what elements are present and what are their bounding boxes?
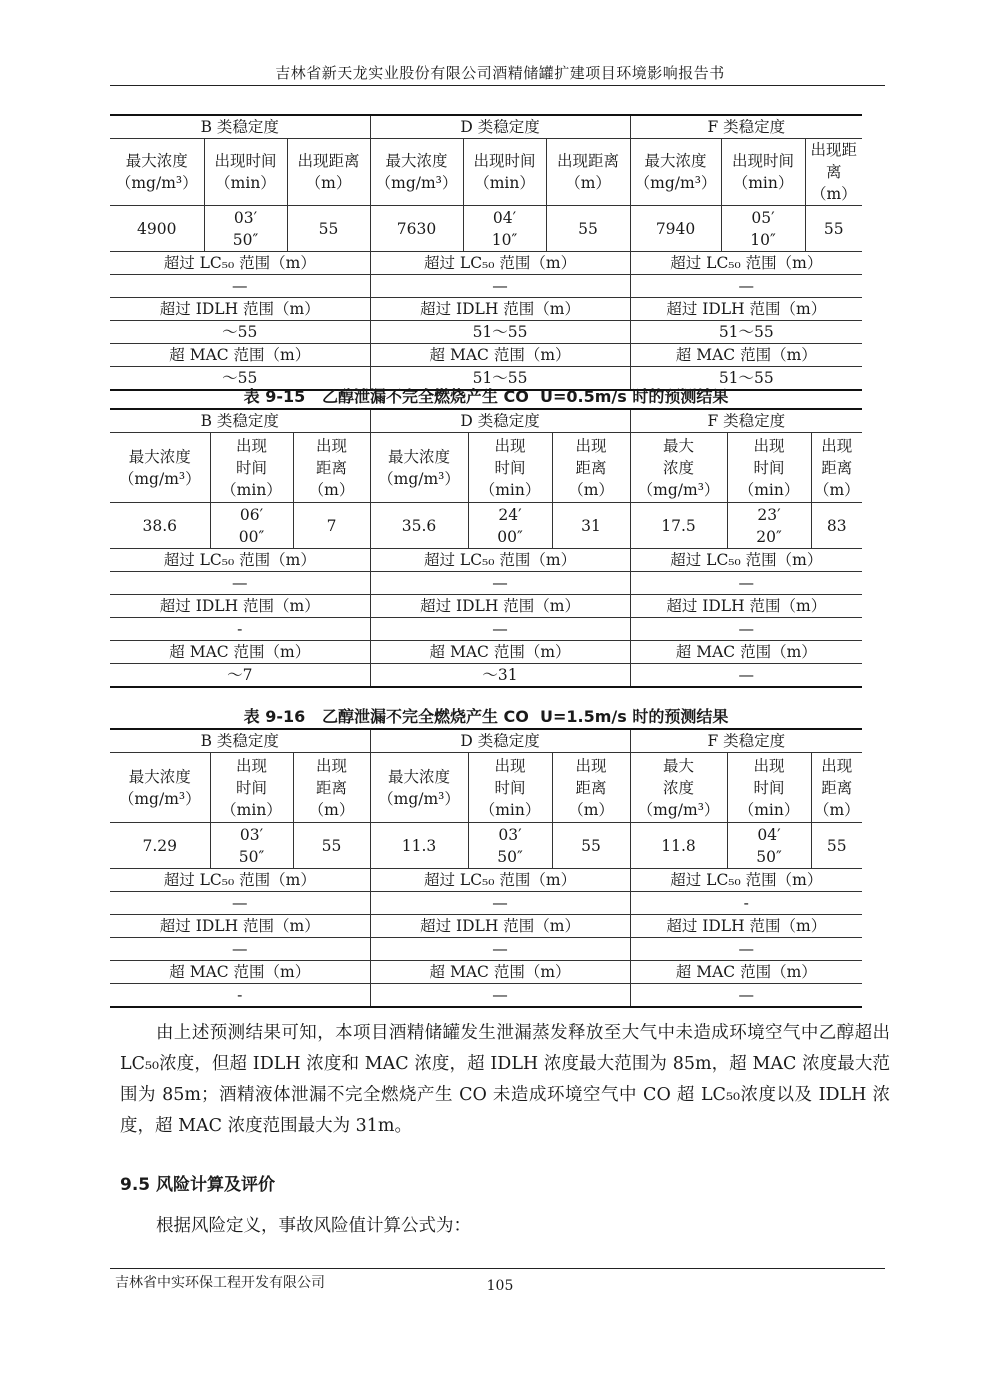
col-header: 出现距离 （m） (546, 139, 630, 206)
col-header: 出现 时间 （min） (727, 753, 811, 823)
table-cell: 04′ 50″ (727, 823, 811, 869)
group-header-b: B 类稳定度 (110, 409, 370, 433)
lc-value: — (110, 572, 370, 595)
idlh-value: — (370, 938, 630, 961)
table-cell: 24′ 00″ (468, 503, 552, 549)
col-header: 出现 时间 （min） (210, 433, 293, 503)
lc-value: - (630, 892, 862, 915)
col-header: 最大 浓度 （mg/m³） (630, 433, 727, 503)
document-header-title: 吉林省新天龙实业股份有限公司酒精储罐扩建项目环境影响报告书 (275, 64, 725, 82)
col-header: 出现距离 （m） (287, 139, 370, 206)
col-header: 出现 距离 （m） (811, 753, 862, 823)
table-cell: 31 (552, 503, 630, 549)
mac-value: - (110, 984, 370, 1008)
idlh-label: 超过 IDLH 范围（m） (370, 595, 630, 618)
lc-label: 超过 LC₅₀ 范围（m） (110, 252, 370, 275)
table-cell: 38.6 (110, 503, 210, 549)
idlh-value: ～55 (110, 321, 370, 344)
lc-value: — (370, 572, 630, 595)
mac-label: 超 MAC 范围（m） (370, 961, 630, 984)
col-header: 出现 时间 （min） (468, 753, 552, 823)
group-header-d: D 类稳定度 (370, 409, 630, 433)
mac-value: 51～55 (370, 367, 630, 391)
group-header-f: F 类稳定度 (630, 729, 862, 753)
col-header: 出现 距离 （m） (552, 753, 630, 823)
mac-value: ～31 (370, 664, 630, 688)
idlh-label: 超过 IDLH 范围（m） (110, 298, 370, 321)
formula-intro-paragraph: 根据风险定义，事故风险值计算公式为： (156, 1216, 471, 1236)
mac-label: 超 MAC 范围（m） (630, 344, 862, 367)
table-cell: 23′ 20″ (727, 503, 811, 549)
mac-label: 超 MAC 范围（m） (370, 641, 630, 664)
lc-label: 超过 LC₅₀ 范围（m） (370, 549, 630, 572)
footer-company: 吉林省中实环保工程开发有限公司 (115, 1275, 325, 1291)
table-cell: 55 (293, 823, 370, 869)
col-header: 最大 浓度 （mg/m³） (630, 753, 727, 823)
results-table-9-16 (110, 728, 862, 1008)
idlh-label: 超过 IDLH 范围（m） (630, 595, 862, 618)
col-header: 出现 时间 （min） (468, 433, 552, 503)
col-header: 出现时间 （min） (204, 139, 287, 206)
idlh-value: 51～55 (630, 321, 862, 344)
group-header-d: D 类稳定度 (370, 729, 630, 753)
col-header: 出现距离 （m） (805, 139, 862, 206)
col-header: 最大浓度 （mg/m³） (630, 139, 721, 206)
lc-label: 超过 LC₅₀ 范围（m） (370, 252, 630, 275)
table-cell: 55 (805, 206, 862, 252)
table-cell: 06′ 00″ (210, 503, 293, 549)
table-cell: 03′ 50″ (204, 206, 287, 252)
col-header: 最大浓度 （mg/m³） (370, 433, 468, 503)
idlh-value: - (110, 618, 370, 641)
table-caption-9-16: 表 9-16 乙醇泄漏不完全燃烧产生 CO U=1.5m/s 时的预测结果 (243, 707, 729, 726)
lc-value: — (370, 892, 630, 915)
table-cell: 55 (552, 823, 630, 869)
col-header: 最大浓度 （mg/m³） (110, 433, 210, 503)
mac-value: ～55 (110, 367, 370, 391)
mac-value: 51～55 (630, 367, 862, 391)
idlh-label: 超过 IDLH 范围（m） (630, 915, 862, 938)
mac-label: 超 MAC 范围（m） (110, 961, 370, 984)
table-cell: 55 (287, 206, 370, 252)
table-cell: 7630 (370, 206, 463, 252)
lc-value: — (630, 572, 862, 595)
group-header-b: B 类稳定度 (110, 115, 370, 139)
table-caption-9-15: 表 9-15 乙醇泄漏不完全燃烧产生 CO U=0.5m/s 时的预测结果 (243, 387, 729, 406)
col-header: 出现 距离 （m） (811, 433, 862, 503)
table-cell: 83 (811, 503, 862, 549)
page-number: 105 (486, 1278, 514, 1294)
idlh-label: 超过 IDLH 范围（m） (370, 298, 630, 321)
lc-label: 超过 LC₅₀ 范围（m） (110, 549, 370, 572)
lc-value: — (110, 275, 370, 298)
table-cell: 03′ 50″ (468, 823, 552, 869)
idlh-value: — (630, 618, 862, 641)
table-cell: 7.29 (110, 823, 210, 869)
mac-label: 超 MAC 范围（m） (370, 344, 630, 367)
mac-label: 超 MAC 范围（m） (110, 641, 370, 664)
header-rule (110, 85, 885, 86)
mac-value: ～7 (110, 664, 370, 688)
col-header: 出现 时间 （min） (210, 753, 293, 823)
idlh-value: 51～55 (370, 321, 630, 344)
lc-label: 超过 LC₅₀ 范围（m） (630, 252, 862, 275)
idlh-value: — (110, 938, 370, 961)
mac-label: 超 MAC 范围（m） (110, 344, 370, 367)
col-header: 出现 距离 （m） (293, 433, 370, 503)
lc-value: — (370, 275, 630, 298)
col-header: 出现 距离 （m） (552, 433, 630, 503)
table-cell: 11.8 (630, 823, 727, 869)
table-cell: 35.6 (370, 503, 468, 549)
conclusion-paragraph: 由上述预测结果可知，本项目酒精储罐发生泄漏蒸发释放至大气中未造成环境空气中乙醇超出 LC₅₀浓度，但超 IDLH 浓度和 MAC 浓度，超 IDLH 浓度最大范围为 85m，超 MAC 浓度最大范围为 85m；酒精液体泄漏不完全燃烧产生 CO 未造成环境空气中 CO 超 LC₅₀浓度以及 IDLH 浓度，超 MAC 浓度范围最大为 31m。 (120, 1023, 890, 1136)
table-cell: 17.5 (630, 503, 727, 549)
lc-value: — (110, 892, 370, 915)
table-cell: 55 (811, 823, 862, 869)
table-cell: 4900 (110, 206, 204, 252)
idlh-label: 超过 IDLH 范围（m） (110, 915, 370, 938)
mac-value: — (630, 664, 862, 688)
group-header-b: B 类稳定度 (110, 729, 370, 753)
lc-label: 超过 LC₅₀ 范围（m） (630, 869, 862, 892)
group-header-f: F 类稳定度 (630, 409, 862, 433)
idlh-label: 超过 IDLH 范围（m） (110, 595, 370, 618)
table-cell: 55 (546, 206, 630, 252)
col-header: 出现时间 （min） (721, 139, 805, 206)
lc-label: 超过 LC₅₀ 范围（m） (110, 869, 370, 892)
section-heading: 9.5 风险计算及评价 (120, 1175, 276, 1195)
idlh-label: 超过 IDLH 范围（m） (630, 298, 862, 321)
lc-label: 超过 LC₅₀ 范围（m） (370, 869, 630, 892)
col-header: 出现时间 （min） (463, 139, 546, 206)
table-cell: 7940 (630, 206, 721, 252)
group-header-f: F 类稳定度 (630, 115, 862, 139)
results-table-continued (110, 114, 862, 391)
col-header: 最大浓度 （mg/m³） (370, 753, 468, 823)
group-header-d: D 类稳定度 (370, 115, 630, 139)
col-header: 出现 距离 （m） (293, 753, 370, 823)
mac-label: 超 MAC 范围（m） (630, 961, 862, 984)
table-cell: 03′ 50″ (210, 823, 293, 869)
table-cell: 11.3 (370, 823, 468, 869)
idlh-label: 超过 IDLH 范围（m） (370, 915, 630, 938)
col-header: 出现 时间 （min） (727, 433, 811, 503)
table-cell: 05′ 10″ (721, 206, 805, 252)
col-header: 最大浓度 （mg/m³） (110, 139, 204, 206)
idlh-value: — (370, 618, 630, 641)
mac-value: — (630, 984, 862, 1008)
mac-value: — (370, 984, 630, 1008)
idlh-value: — (630, 938, 862, 961)
col-header: 最大浓度 （mg/m³） (110, 753, 210, 823)
footer-rule (110, 1268, 885, 1269)
mac-label: 超 MAC 范围（m） (630, 641, 862, 664)
table-cell: 04′ 10″ (463, 206, 546, 252)
lc-label: 超过 LC₅₀ 范围（m） (630, 549, 862, 572)
lc-value: — (630, 275, 862, 298)
col-header: 最大浓度 （mg/m³） (370, 139, 463, 206)
table-cell: 7 (293, 503, 370, 549)
results-table-9-15 (110, 408, 862, 688)
